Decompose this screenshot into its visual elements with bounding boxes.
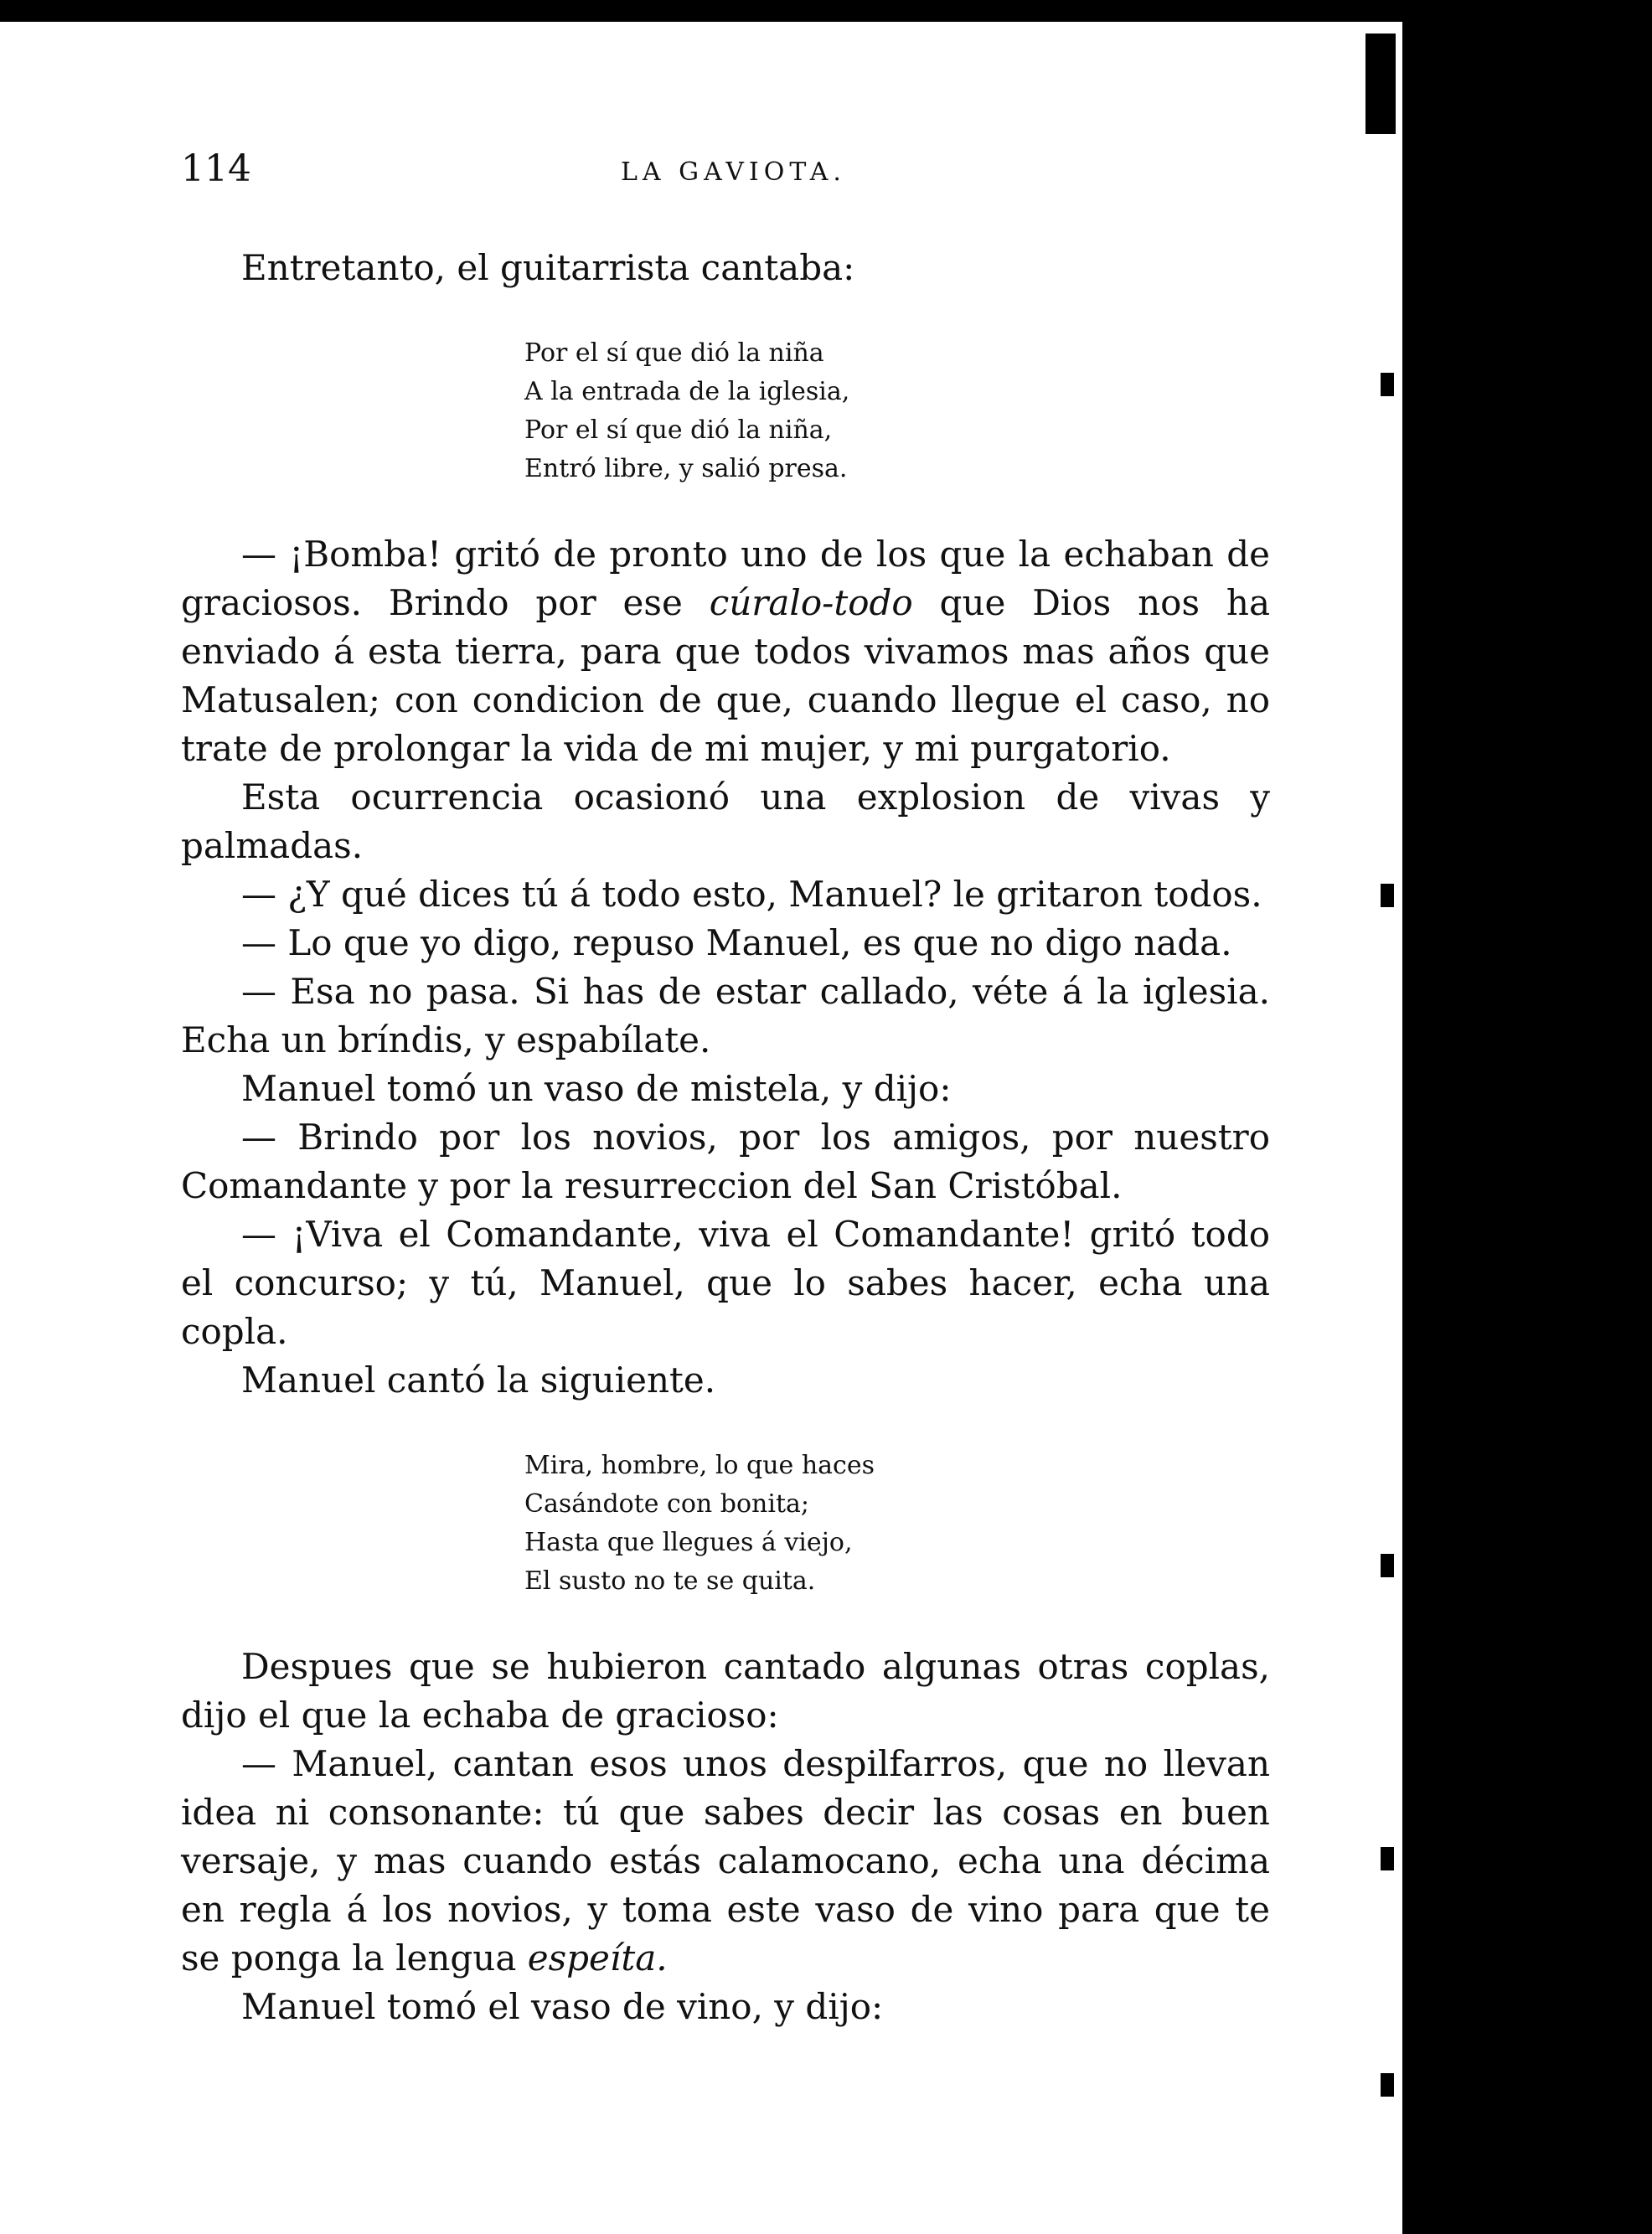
book-page <box>0 22 1395 2234</box>
scan-mark <box>1365 34 1396 134</box>
scan-mark <box>1381 884 1394 907</box>
running-title: LA GAVIOTA. <box>621 157 846 187</box>
page-header <box>181 147 1270 206</box>
page-number: 114 <box>181 147 251 190</box>
paragraph: — Brindo por los novios, por los amigos, por nuestro Comandante y por la resurreccion del San Cristóbal. <box>181 1117 1270 1206</box>
scan-mark <box>1381 2073 1394 2097</box>
italic-phrase: cúralo-todo <box>709 582 913 623</box>
paragraph: Manuel cantó la siguiente. <box>241 1359 716 1401</box>
scan-mark <box>1381 373 1394 396</box>
paragraph: Despues que se hubieron cantado algunas otras coplas, dijo el que la echaba de gracioso: <box>181 1646 1270 1736</box>
paragraph: — Lo que yo digo, repuso Manuel, es que no digo nada. <box>241 922 1232 963</box>
paragraph <box>181 1740 1270 1983</box>
verse-stanza-2 <box>524 1447 1270 1601</box>
paragraph-text: que Dios nos ha enviado á esta tierra, para que todos vivamos mas años que Matusalen; con condicion de que, cuando llegue el caso, no trate de prolongar la vida de mi mujer, y mi purgatorio. <box>181 582 1270 769</box>
paragraph: — ¿Y qué dices tú á todo esto, Manuel? le gritaron todos. <box>241 874 1262 915</box>
verse-line: Mira, hombre, lo que haces <box>524 1451 875 1480</box>
verse-line: Entró libre, y salió presa. <box>524 454 848 483</box>
paragraph <box>181 530 1270 773</box>
paragraph: Entretanto, el guitarrista cantaba: <box>241 247 855 288</box>
page-edge <box>1367 22 1402 2234</box>
paragraph: — ¡Viva el Comandante, viva el Comandante! gritó todo el concurso; y tú, Manuel, que lo sabes hacer, echa una copla. <box>181 1214 1270 1352</box>
paragraph: Esta ocurrencia ocasionó una explosion de vivas y palmadas. <box>181 776 1270 866</box>
paragraph: Manuel tomó el vaso de vino, y dijo: <box>241 1986 884 2027</box>
italic-phrase: espeíta. <box>527 1937 668 1979</box>
verse-line: Casándote con bonita; <box>524 1489 810 1519</box>
paragraph-text: — Manuel, cantan esos unos despilfarros, que no llevan idea ni consonante: tú que sabes decir las cosas en buen versaje, y mas cuando estás calamocano, echa una décima en regla á los novios, y toma este vaso de vino para que te se ponga la lengua <box>181 1743 1270 1979</box>
verse-stanza-1 <box>524 334 1270 488</box>
verse-line: A la entrada de la iglesia, <box>524 377 850 406</box>
body-text <box>181 244 1270 2031</box>
paragraph: Manuel tomó un vaso de mistela, y dijo: <box>241 1068 952 1109</box>
paragraph-text: — ¡Bomba! gritó de pronto uno de los que la echaban de graciosos. Brindo por ese <box>181 534 1270 623</box>
verse-line: Por el sí que dió la niña <box>524 338 824 368</box>
verse-line: El susto no te se quita. <box>524 1566 816 1596</box>
scan-mark <box>1381 1554 1394 1577</box>
paragraph: — Esa no pasa. Si has de estar callado, véte á la iglesia. Echa un bríndis, y espabílate. <box>181 971 1270 1060</box>
verse-line: Hasta que llegues á viejo, <box>524 1528 853 1557</box>
verse-line: Por el sí que dió la niña, <box>524 415 833 445</box>
scan-mark <box>1381 1847 1394 1870</box>
